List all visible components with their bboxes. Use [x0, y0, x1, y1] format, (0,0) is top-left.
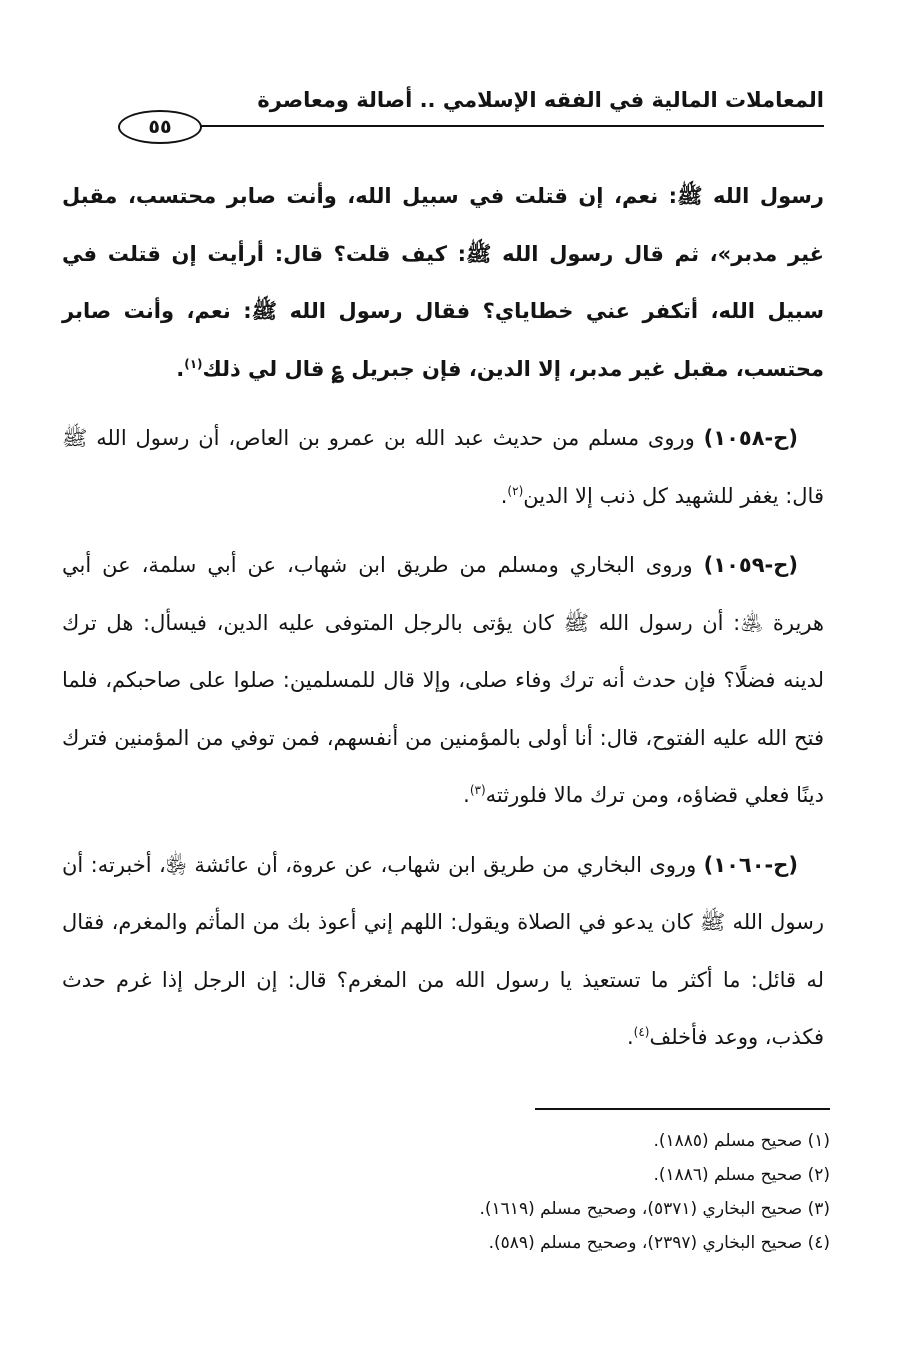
paragraph-end: .	[463, 783, 470, 807]
hadith-number: (ح-١٠٦٠)	[703, 852, 798, 877]
hadith-paragraph	[62, 537, 824, 825]
page-number: ٥٥	[118, 110, 202, 144]
header-rule	[190, 125, 824, 127]
footnote-separator	[535, 1108, 830, 1110]
hadith-paragraph	[62, 410, 824, 525]
footnote-item: (٢) صحيح مسلم (١٨٨٦).	[653, 1165, 830, 1185]
hadith-number: (ح-١٠٥٨)	[703, 426, 798, 450]
paragraph-end: .	[626, 1025, 634, 1049]
paragraph-end: .	[176, 356, 185, 381]
hadith-number: (ح-١٠٥٩)	[703, 553, 798, 577]
paragraph-text: رسول الله ﷺ: نعم، إن قتلت في سبيل الله، وأنت صابر محتسب، مقبل غير مدبر»، ثم قال رسول الله ﷺ: كيف قلت؟ قال: أرأيت إن قتلت في سبيل الله، أتكفر عني خطاياي؟ فقال رسول الله ﷺ: نعم، وأنت صابر محتسب، مقبل غير مدبر، إلا الدين، فإن جبريل ؏ قال لي ذلك	[62, 184, 824, 381]
paragraph-text: وروى مسلم من حديث عبد الله بن عمرو بن العاص، أن رسول الله ﷺ قال: يغفر للشهيد كل ذنب إلا الدين	[62, 426, 824, 508]
footnote-marker: (٢)	[507, 483, 524, 498]
paragraph-continuation	[62, 168, 824, 398]
footnote-item: (٣) صحيح البخاري (٥٣٧١)، وصحيح مسلم (١٦١٩).	[479, 1199, 830, 1219]
paragraph-end: .	[500, 483, 508, 508]
running-title: المعاملات المالية في الفقه الإسلامي .. أصالة ومعاصرة	[257, 88, 824, 112]
footnote-marker: (٣)	[469, 783, 486, 797]
page-header	[40, 78, 824, 158]
footnote-item: (١) صحيح مسلم (١٨٨٥).	[653, 1131, 830, 1151]
footnotes	[300, 1124, 830, 1260]
main-text	[62, 168, 824, 1067]
footnote-marker: (١)	[184, 356, 203, 371]
hadith-paragraph	[62, 837, 824, 1067]
footnote-marker: (٤)	[633, 1025, 650, 1039]
paragraph-text: وروى البخاري من طريق ابن شهاب، عن عروة، أن عائشة ﵂، أخبرته: أن رسول الله ﷺ كان يدعو في الصلاة ويقول: اللهم إني أعوذ بك من المأثم والمغرم، فقال له قائل: ما أكثر ما تستعيذ يا رسول الله من المغرم؟ قال: إن الرجل إذا غرم حدث فكذب، ووعد فأخلف	[62, 852, 824, 1049]
footnote-item: (٤) صحيح البخاري (٢٣٩٧)، وصحيح مسلم (٥٨٩).	[488, 1233, 830, 1253]
paragraph-text: وروى البخاري ومسلم من طريق ابن شهاب، عن أبي سلمة، عن أبي هريرة ﵁: أن رسول الله ﷺ كان يؤتى بالرجل المتوفى عليه الدين، فيسأل: هل ترك لدينه فضلًا؟ فإن حدث أنه ترك وفاء صلى، وإلا قال للمسلمين: صلوا على صاحبكم، فلما فتح الله عليه الفتوح، قال: أنا أولى بالمؤمنين من أنفسهم، فمن توفي من المؤمنين فترك دينًا فعلي قضاؤه، ومن ترك مالا فلورثته	[62, 553, 824, 807]
